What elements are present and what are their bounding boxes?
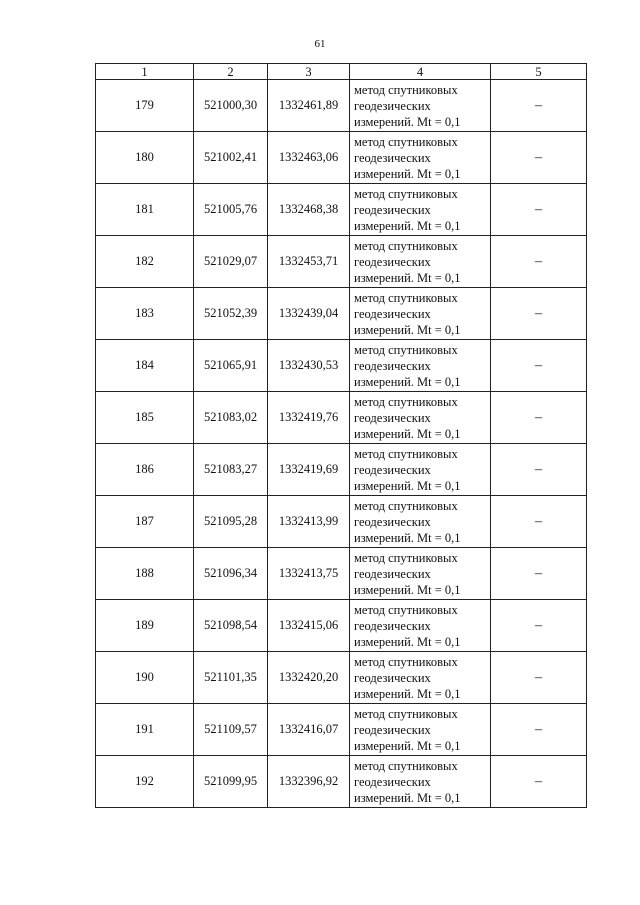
method-cell <box>350 704 491 756</box>
method-cell <box>350 496 491 548</box>
x-coordinate-cell: 521065,91 <box>194 340 268 392</box>
method-line: геодезических <box>354 514 431 529</box>
method-line: метод спутниковых <box>354 394 458 409</box>
method-line: метод спутниковых <box>354 550 458 565</box>
x-coordinate-cell: 521000,30 <box>194 80 268 132</box>
precision-cell: – <box>491 704 587 756</box>
precision-cell: – <box>491 184 587 236</box>
point-number-cell: 188 <box>96 548 194 600</box>
y-coordinate-cell: 1332419,69 <box>268 444 350 496</box>
method-line: геодезических <box>354 566 431 581</box>
precision-cell: – <box>491 444 587 496</box>
column-header-5: 5 <box>491 64 587 80</box>
point-number-cell: 186 <box>96 444 194 496</box>
method-cell <box>350 756 491 808</box>
method-line: измерений. Mt = 0,1 <box>354 738 461 753</box>
method-cell <box>350 340 491 392</box>
method-cell <box>350 548 491 600</box>
method-line: метод спутниковых <box>354 654 458 669</box>
precision-cell: – <box>491 340 587 392</box>
table-row <box>96 548 587 600</box>
method-line: измерений. Mt = 0,1 <box>354 218 461 233</box>
point-number-cell: 184 <box>96 340 194 392</box>
method-line: метод спутниковых <box>354 758 458 773</box>
method-line: геодезических <box>354 462 431 477</box>
method-cell <box>350 236 491 288</box>
method-line: измерений. Mt = 0,1 <box>354 322 461 337</box>
precision-cell: – <box>491 600 587 652</box>
method-line: геодезических <box>354 306 431 321</box>
precision-cell: – <box>491 548 587 600</box>
precision-cell: – <box>491 652 587 704</box>
method-cell <box>350 80 491 132</box>
method-line: метод спутниковых <box>354 706 458 721</box>
x-coordinate-cell: 521002,41 <box>194 132 268 184</box>
column-header-3: 3 <box>268 64 350 80</box>
x-coordinate-cell: 521096,34 <box>194 548 268 600</box>
y-coordinate-cell: 1332439,04 <box>268 288 350 340</box>
method-line: геодезических <box>354 150 431 165</box>
method-line: геодезических <box>354 98 431 113</box>
y-coordinate-cell: 1332453,71 <box>268 236 350 288</box>
method-line: геодезических <box>354 722 431 737</box>
precision-cell: – <box>491 392 587 444</box>
column-header-4: 4 <box>350 64 491 80</box>
method-line: метод спутниковых <box>354 446 458 461</box>
method-line: геодезических <box>354 202 431 217</box>
precision-cell: – <box>491 132 587 184</box>
x-coordinate-cell: 521083,02 <box>194 392 268 444</box>
method-line: геодезических <box>354 774 431 789</box>
method-cell <box>350 184 491 236</box>
x-coordinate-cell: 521005,76 <box>194 184 268 236</box>
method-line: измерений. Mt = 0,1 <box>354 686 461 701</box>
point-number-cell: 185 <box>96 392 194 444</box>
y-coordinate-cell: 1332413,75 <box>268 548 350 600</box>
table-row <box>96 340 587 392</box>
method-cell <box>350 392 491 444</box>
point-number-cell: 192 <box>96 756 194 808</box>
method-line: метод спутниковых <box>354 186 458 201</box>
method-cell <box>350 444 491 496</box>
y-coordinate-cell: 1332468,38 <box>268 184 350 236</box>
precision-cell: – <box>491 236 587 288</box>
precision-cell: – <box>491 756 587 808</box>
table-row <box>96 132 587 184</box>
method-cell <box>350 288 491 340</box>
method-line: метод спутниковых <box>354 290 458 305</box>
method-line: измерений. Mt = 0,1 <box>354 790 461 805</box>
table-row <box>96 704 587 756</box>
method-line: измерений. Mt = 0,1 <box>354 634 461 649</box>
table-row <box>96 80 587 132</box>
method-line: геодезических <box>354 358 431 373</box>
coordinates-table <box>95 63 587 808</box>
method-line: измерений. Mt = 0,1 <box>354 374 461 389</box>
point-number-cell: 179 <box>96 80 194 132</box>
x-coordinate-cell: 521052,39 <box>194 288 268 340</box>
method-line: геодезических <box>354 618 431 633</box>
point-number-cell: 181 <box>96 184 194 236</box>
x-coordinate-cell: 521029,07 <box>194 236 268 288</box>
x-coordinate-cell: 521095,28 <box>194 496 268 548</box>
x-coordinate-cell: 521101,35 <box>194 652 268 704</box>
table-row <box>96 184 587 236</box>
point-number-cell: 189 <box>96 600 194 652</box>
method-line: метод спутниковых <box>354 602 458 617</box>
y-coordinate-cell: 1332396,92 <box>268 756 350 808</box>
method-line: геодезических <box>354 410 431 425</box>
y-coordinate-cell: 1332419,76 <box>268 392 350 444</box>
x-coordinate-cell: 521099,95 <box>194 756 268 808</box>
point-number-cell: 187 <box>96 496 194 548</box>
method-line: метод спутниковых <box>354 134 458 149</box>
method-line: измерений. Mt = 0,1 <box>354 426 461 441</box>
x-coordinate-cell: 521098,54 <box>194 600 268 652</box>
table-header-row <box>96 64 587 80</box>
table-row <box>96 288 587 340</box>
method-line: метод спутниковых <box>354 82 458 97</box>
method-line: геодезических <box>354 254 431 269</box>
point-number-cell: 182 <box>96 236 194 288</box>
method-cell <box>350 132 491 184</box>
x-coordinate-cell: 521109,57 <box>194 704 268 756</box>
method-line: измерений. Mt = 0,1 <box>354 478 461 493</box>
column-header-2: 2 <box>194 64 268 80</box>
y-coordinate-cell: 1332413,99 <box>268 496 350 548</box>
method-line: метод спутниковых <box>354 342 458 357</box>
method-line: измерений. Mt = 0,1 <box>354 582 461 597</box>
method-line: метод спутниковых <box>354 498 458 513</box>
table-row <box>96 600 587 652</box>
method-line: метод спутниковых <box>354 238 458 253</box>
x-coordinate-cell: 521083,27 <box>194 444 268 496</box>
y-coordinate-cell: 1332430,53 <box>268 340 350 392</box>
precision-cell: – <box>491 496 587 548</box>
table-row <box>96 444 587 496</box>
method-cell <box>350 600 491 652</box>
table-row <box>96 392 587 444</box>
column-header-1: 1 <box>96 64 194 80</box>
page-number: 61 <box>314 38 326 50</box>
method-line: измерений. Mt = 0,1 <box>354 270 461 285</box>
y-coordinate-cell: 1332420,20 <box>268 652 350 704</box>
y-coordinate-cell: 1332461,89 <box>268 80 350 132</box>
point-number-cell: 183 <box>96 288 194 340</box>
method-line: измерений. Mt = 0,1 <box>354 114 461 129</box>
precision-cell: – <box>491 288 587 340</box>
y-coordinate-cell: 1332463,06 <box>268 132 350 184</box>
table-row <box>96 496 587 548</box>
table-body <box>96 80 587 808</box>
point-number-cell: 190 <box>96 652 194 704</box>
precision-cell: – <box>491 80 587 132</box>
table-row <box>96 652 587 704</box>
point-number-cell: 191 <box>96 704 194 756</box>
point-number-cell: 180 <box>96 132 194 184</box>
y-coordinate-cell: 1332415,06 <box>268 600 350 652</box>
method-line: геодезических <box>354 670 431 685</box>
method-cell <box>350 652 491 704</box>
table-row <box>96 756 587 808</box>
table-row <box>96 236 587 288</box>
y-coordinate-cell: 1332416,07 <box>268 704 350 756</box>
method-line: измерений. Mt = 0,1 <box>354 530 461 545</box>
method-line: измерений. Mt = 0,1 <box>354 166 461 181</box>
